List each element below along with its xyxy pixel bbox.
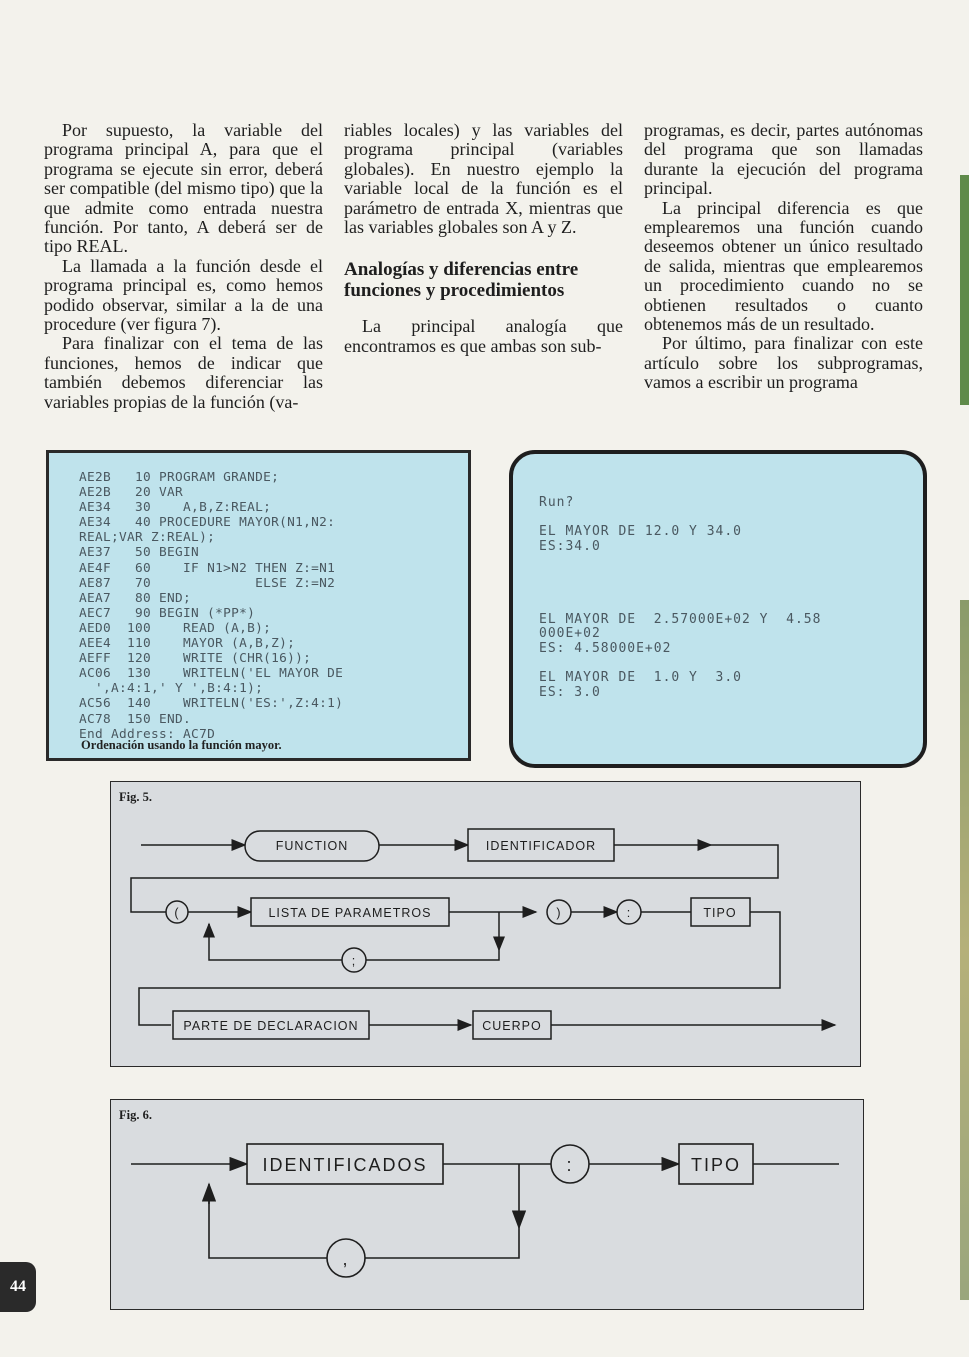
paragraph: Para finalizar con el tema de las funciones, hemos de indicar que también debemos diferenciar las variables propias de la función (va- — [44, 333, 323, 412]
paragraph: riables locales) y las variables del programa principal (variables globales). En nuestro ejemplo la variable local de la función es el parámetro de entrada X, mientras que las variables globales son A y Z. — [344, 120, 623, 238]
figure-5-label: Fig. 5. — [119, 790, 152, 804]
screen-text: Run? EL MAYOR DE 12.0 Y 34.0 ES:34.0 EL MAYOR DE 2.57000E+02 Y 4.58 000E+02 ES: 4.58000E+02 EL MAYOR DE 1.0 Y 3.0 ES: 3.0 — [539, 495, 822, 700]
semicolon-label: ; — [351, 954, 357, 968]
text-column-1 — [44, 121, 323, 412]
listing-code: AE2B 10 PROGRAM GRANDE; AE2B 20 VAR AE34 30 A,B,Z:REAL; AE34 40 PROCEDURE MAYOR(N1,N2: REAL;VAR Z:REAL); AE37 50 BEGIN AE4F 60 IF N1>N2 THEN Z:=N1 AE87 70 ELSE Z:=N2 AEA7 80 END; AEC7 90 BEGIN (*PP*) AED0 100 READ (A,B); AEE4 110 MAYOR (A,B,Z); AEFF 120 WRITE (CHR(16)); AC06 130 WRITELN('EL MAYOR DE ',A:4:1,' Y ',B:4:1); AC56 140 WRITELN('ES:',Z:4:1) AC78 150 END. End Address: AC7D — [79, 470, 344, 742]
page-edge-strip-lower — [960, 600, 969, 1300]
figure-5-syntax-diagram — [111, 782, 862, 1068]
lista-label: LISTA DE PARAMETROS — [268, 906, 432, 920]
tipo-label: TIPO — [690, 1155, 742, 1175]
open-paren-label: ( — [174, 906, 180, 920]
paragraph: La principal diferencia es que emplearemos una función cuando deseemos obtener un único resultado de salida, mientras que emplearemos un procedimiento cuando no se obtienen resultados o cuanto obtenemos más de un resultado. — [644, 197, 923, 335]
figure-6-syntax-diagram — [111, 1100, 865, 1311]
colon-label: : — [566, 1155, 574, 1175]
paragraph: La llamada a la función desde el programa principal es, como hemos podido observar, similar a la de una procedure (ver figura 7). — [44, 255, 323, 335]
figure-5 — [110, 781, 861, 1067]
colon-label: : — [626, 906, 632, 920]
section-heading: Analogías y diferencias entre funciones y procedimientos — [344, 259, 579, 302]
identificador-label: IDENTIFICADOR — [485, 839, 597, 853]
figure-6-label: Fig. 6. — [119, 1108, 152, 1122]
comma-label: , — [342, 1249, 350, 1269]
identificados-label: IDENTIFICADOS — [262, 1155, 428, 1175]
page-edge-strip — [960, 175, 969, 405]
screen-output — [509, 450, 927, 768]
listing-caption: Ordenación usando la función mayor. — [81, 738, 282, 752]
paragraph: Por último, para finalizar con este artículo sobre los subprogramas, vamos a escribir un programa — [644, 333, 923, 393]
paragraph: La principal analogía que encontramos es que ambas son sub- — [344, 316, 623, 356]
parte-label: PARTE DE DECLARACION — [183, 1019, 359, 1033]
paragraph: programas, es decir, partes autónomas del programa que son llamadas durante la ejecución del programa principal. — [644, 120, 923, 199]
function-label: FUNCTION — [275, 839, 349, 853]
figure-6 — [110, 1099, 864, 1310]
program-listing — [46, 450, 471, 761]
text-column-2 — [344, 121, 623, 356]
close-paren-label: ) — [556, 906, 562, 920]
paragraph: Por supuesto, la variable del programa principal A, para que el programa se ejecute sin error, deberá ser compatible (del mismo tipo) que la que admite como entrada nuestra función. Por tanto, A deberá ser de tipo REAL. — [44, 120, 323, 257]
text-column-3 — [644, 121, 923, 393]
page-number: 44 — [0, 1262, 36, 1312]
tipo-label: TIPO — [703, 906, 737, 920]
cuerpo-label: CUERPO — [482, 1019, 542, 1033]
